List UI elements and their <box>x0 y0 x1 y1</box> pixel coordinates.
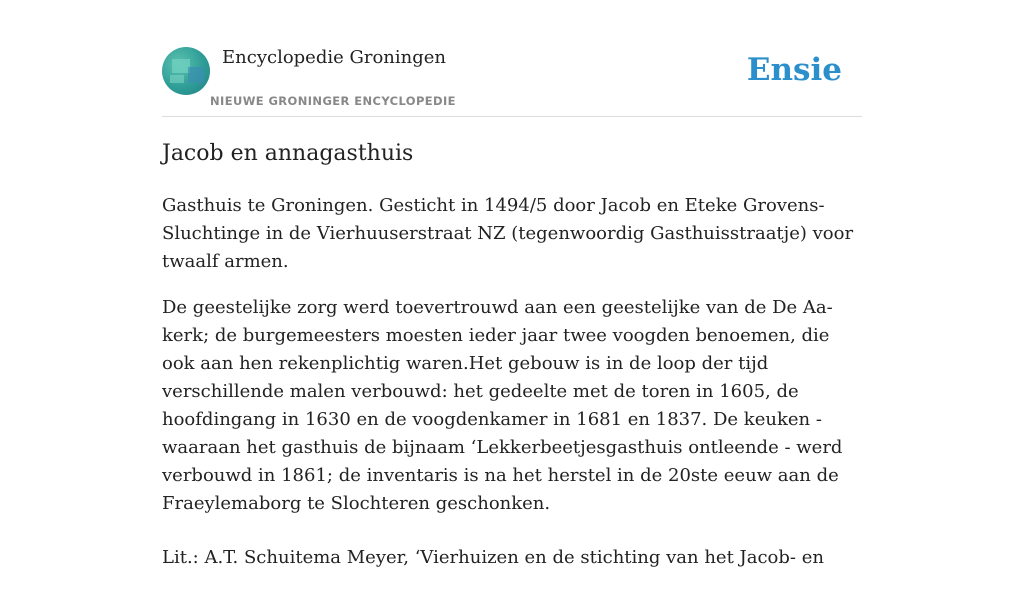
article-paragraph-1: Gasthuis te Groningen. Gesticht in 1494/5 door Jacob en Eteke Grovens-Sluchtinge in de Vierhuuserstraat NZ (tegenwoordig Gasthuisstraatje) voor twaalf armen. <box>162 195 854 272</box>
site-subtitle: NIEUWE GRONINGER ENCYCLOPEDIE <box>210 94 456 108</box>
article-title: Jacob en annagasthuis <box>162 141 414 166</box>
site-header <box>162 0 862 117</box>
literature-reference: Lit.: A.T. Schuitema Meyer, ‘Vierhuizen en de stichting van het Jacob- en <box>162 547 824 568</box>
page <box>162 0 862 568</box>
article-paragraph-2: De geestelijke zorg werd toevertrouwd aan een geestelijke van de De Aa-kerk; de burgemeesters moesten ieder jaar twee voogden benoemen, die ook aan hen rekenplichtig waren.Het gebouw is in de loop der tijd verschillende malen verbouwd: het gedeelte met de toren in 1605, de hoofdingang in 1630 en de voogdenkamer in 1681 en 1837. De keuken - waaraan het gasthuis de bijnaam ‘Lekkerbeetjesgasthuis ontleende - werd verbouwd in 1861; de inventaris is na het herstel in de 20ste eeuw aan de Fraeylemaborg te Slochteren geschonken. <box>162 297 843 514</box>
site-title-link[interactable]: Encyclopedie Groningen <box>222 47 447 68</box>
ensie-brand-logo[interactable]: Ensie <box>746 52 842 88</box>
article-body <box>162 192 862 590</box>
encyclopedie-groningen-logo-icon[interactable] <box>162 47 210 95</box>
